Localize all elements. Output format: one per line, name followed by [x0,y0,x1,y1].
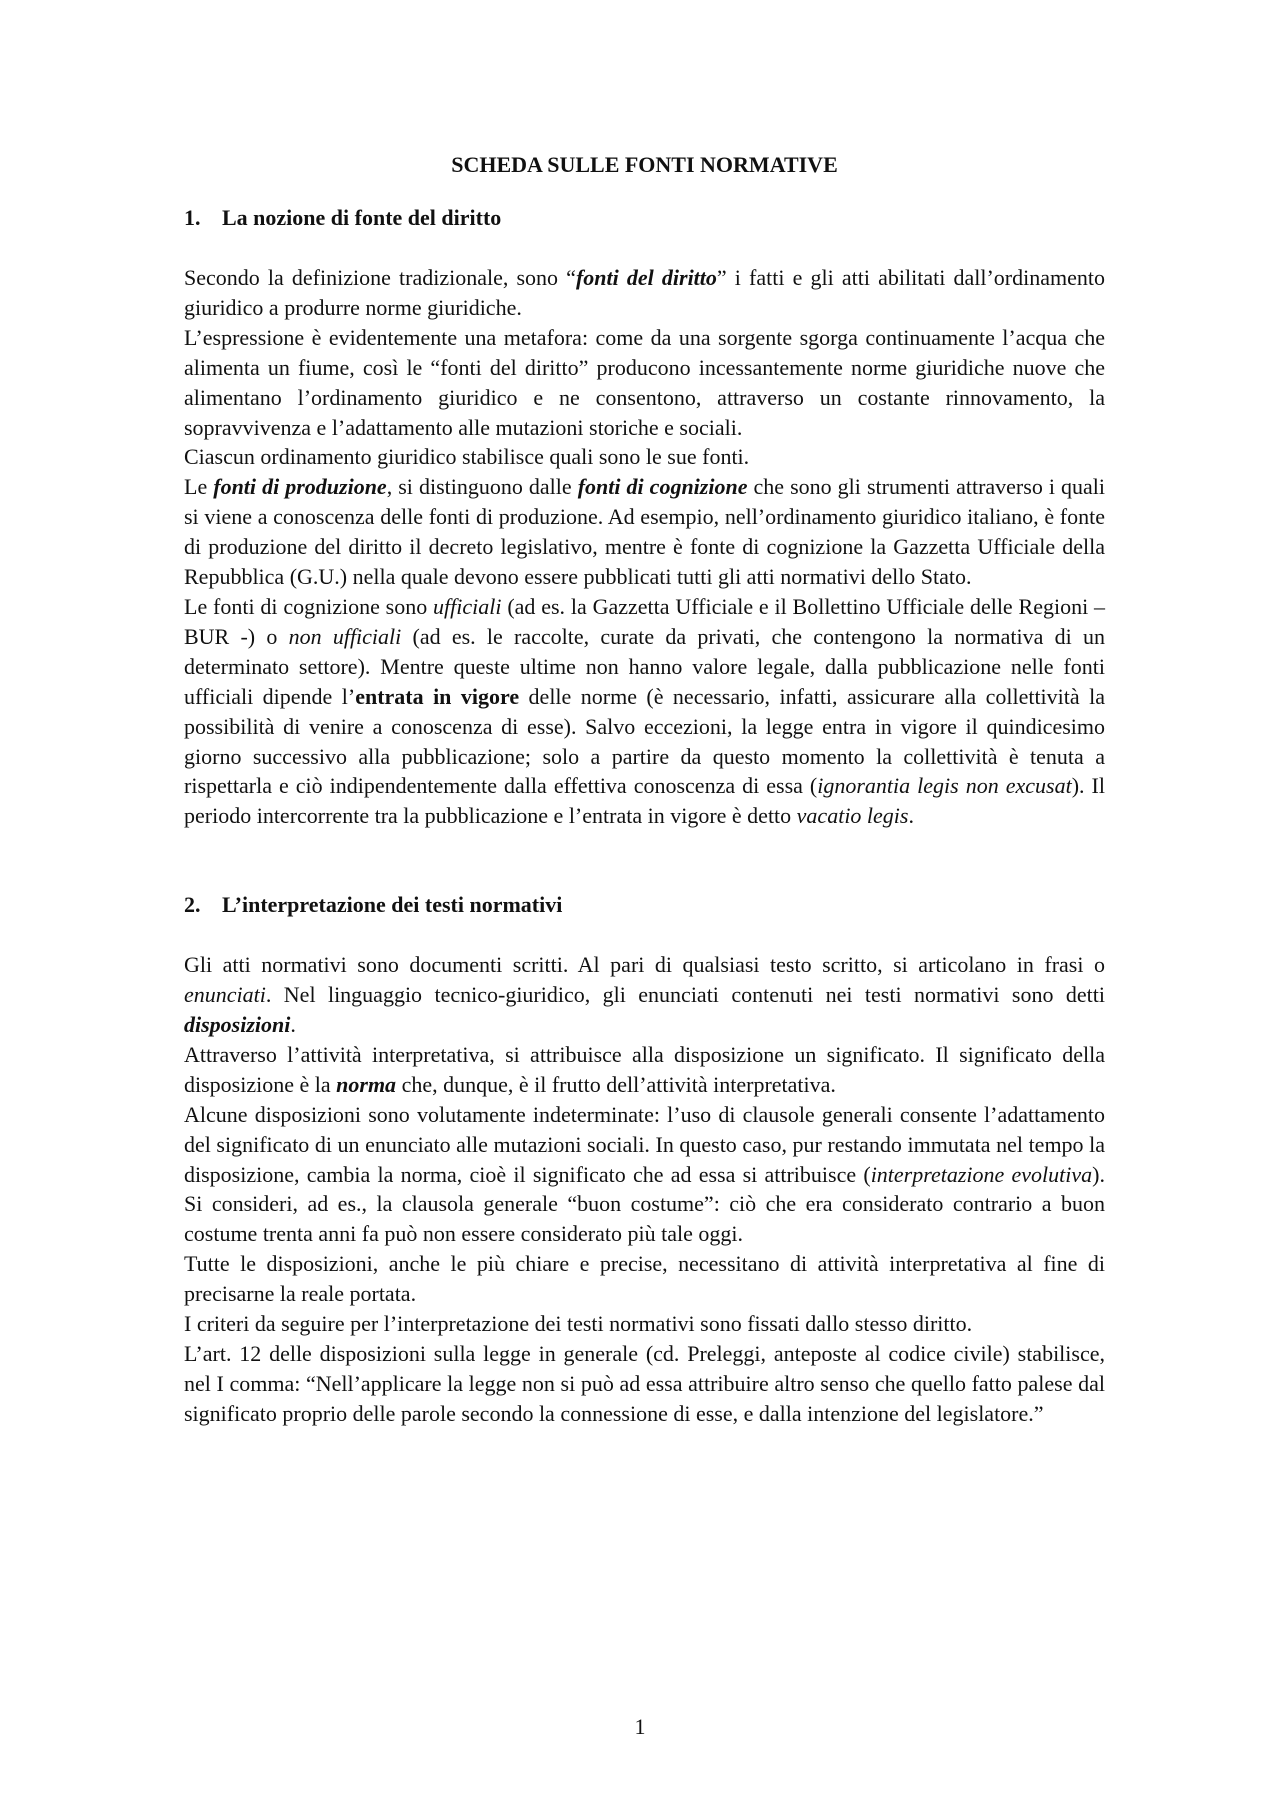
section-number: 2. [184,892,201,918]
text-run: (ad es. le raccolte, curate da privati, che contengono la normativa di un determinato settore). Mentre queste ultime non hanno valore legale, dalla pubblicazione nelle fonti ufficiali dipende l’ [184,623,1105,709]
text-run: Attraverso l’attività interpretativa, si attribuisce alla disposizione un significato. Il significato della disposizione è la [184,1041,1105,1097]
document-title: SCHEDA SULLE FONTI NORMATIVE [451,152,838,177]
section-body [184,950,1105,1429]
document-page [184,150,1105,1429]
paragraph [184,1309,1105,1339]
paragraph [184,1339,1105,1429]
emphasized-text: interpretazione evolutiva [870,1161,1093,1187]
text-run: I criteri da seguire per l’interpretazione dei testi normativi sono fissati dallo stesso diritto. [184,1311,973,1337]
text-run: Ciascun ordinamento giuridico stabilisce quali sono le sue fonti. [184,444,750,470]
text-run: Le fonti di cognizione sono [184,593,434,619]
paragraph [184,1040,1105,1100]
emphasized-text: vacatio legis [796,803,909,829]
section-heading [184,890,1105,920]
section-number: 1. [184,205,201,230]
text-run: ). Il periodo intercorrente tra la pubblicazione e l’entrata in vigore è detto [184,773,1105,829]
paragraph [184,442,1105,472]
section-title: La nozione di fonte del diritto [222,205,502,230]
section-2 [184,890,1105,1429]
text-run: ). Si consideri, ad es., la clausola generale “buon costume”: ciò che era considerato contrario a buon costume trenta anni fa può non essere considerato più tale oggi. [184,1161,1105,1247]
emphasized-text: non ufficiali [288,623,402,649]
text-run: Tutte le disposizioni, anche le più chiare e precise, necessitano di attività interpretativa al fine di precisarne la reale portata. [184,1251,1105,1307]
text-run: Gli atti normativi sono documenti scritti. Al pari di qualsiasi testo scritto, si articolano in frasi o [184,952,1105,978]
section-heading [184,203,1105,233]
paragraph [184,472,1105,592]
emphasized-text: ufficiali [433,593,502,619]
emphasized-text: enunciati [184,982,266,1008]
emphasized-text: norma [336,1071,397,1097]
paragraph [184,1100,1105,1250]
section-body [184,263,1105,831]
text-run: che sono gli strumenti attraverso i quali si viene a conoscenza delle fonti di produzione. Ad esempio, nell’ordinamento giuridico italiano, è fonte di produzione del diritto il decreto legislativo, mentre è fonte di cognizione la Gazzetta Ufficiale della Repubblica (G.U.) nella quale devono essere pubblicati tutti gli atti normativi dello Stato. [184,474,1105,590]
emphasized-text: fonti di produzione [213,474,387,500]
text-run: (ad es. la Gazzetta Ufficiale e il Bollettino Ufficiale delle Regioni – BUR -) o [184,593,1105,649]
emphasized-text: fonti del diritto [575,265,717,290]
text-run: che, dunque, è il frutto dell’attività interpretativa. [396,1071,836,1097]
emphasized-text: disposizioni [184,1012,291,1038]
page-number: 1 [634,1714,646,1739]
text-run: L’art. 12 delle disposizioni sulla legge in generale (cd. Preleggi, anteposte al codice civile) stabilisce, nel I comma: “Nell’applicare la legge non si può ad essa attribuire altro senso che quello fatto palese dal significato proprio delle parole secondo la connessione di esse, e dalla intenzione del legislatore.” [184,1341,1105,1426]
emphasized-text: ignorantia legis non excusat [817,773,1072,799]
paragraph [184,323,1105,443]
paragraph [184,592,1105,831]
text-run: L’espressione è evidentemente una metafora: come da una sorgente sgorga continuamente l’acqua che alimenta un fiume, così le “fonti del diritto” producono incessantemente norme giuridiche nuove che alimentano l’ordinamento giuridico e ne consentono, attraverso un costante rinnovamento, la sopravvivenza e l’adattamento alle mutazioni storiche e sociali. [184,324,1105,440]
text-run: ” i fatti e gli atti abilitati dall’ordinamento giuridico a produrre norme giuridiche. [184,265,1105,320]
paragraph [184,950,1105,1040]
text-run: Alcune disposizioni sono volutamente indeterminate: l’uso di clausole generali consente l’adattamento del significato di un enunciato alle mutazioni sociali. In questo caso, pur restando immutata nel tempo la disposizione, cambia la norma, cioè il significato che ad essa si attribuisce ( [184,1101,1105,1187]
text-run: . [290,1012,296,1038]
emphasized-text: fonti di cognizione [577,474,748,500]
text-run: . Nel linguaggio tecnico-giuridico, gli enunciati contenuti nei testi normativi sono detti [265,982,1105,1008]
section-title: L’interpretazione dei testi normativi [222,892,563,918]
section-1 [184,203,1105,831]
text-run: Le [184,474,214,500]
paragraph [184,263,1105,323]
text-run: . [908,803,914,829]
text-run: Secondo la definizione tradizionale, sono “ [184,265,576,290]
emphasized-text: entrata in vigore [355,683,520,709]
text-run: , si distinguono dalle [386,474,578,500]
text-run: delle norme (è necessario, infatti, assicurare alla collettività la possibilità di venire a conoscenza di esse). Salvo eccezioni, la legge entra in vigore il quindicesimo giorno successivo alla pubblicazione; solo a partire da questo momento la collettività è tenuta a rispettarla e ciò indipendentemente dalla effettiva conoscenza di essa ( [184,683,1105,799]
paragraph [184,1249,1105,1309]
